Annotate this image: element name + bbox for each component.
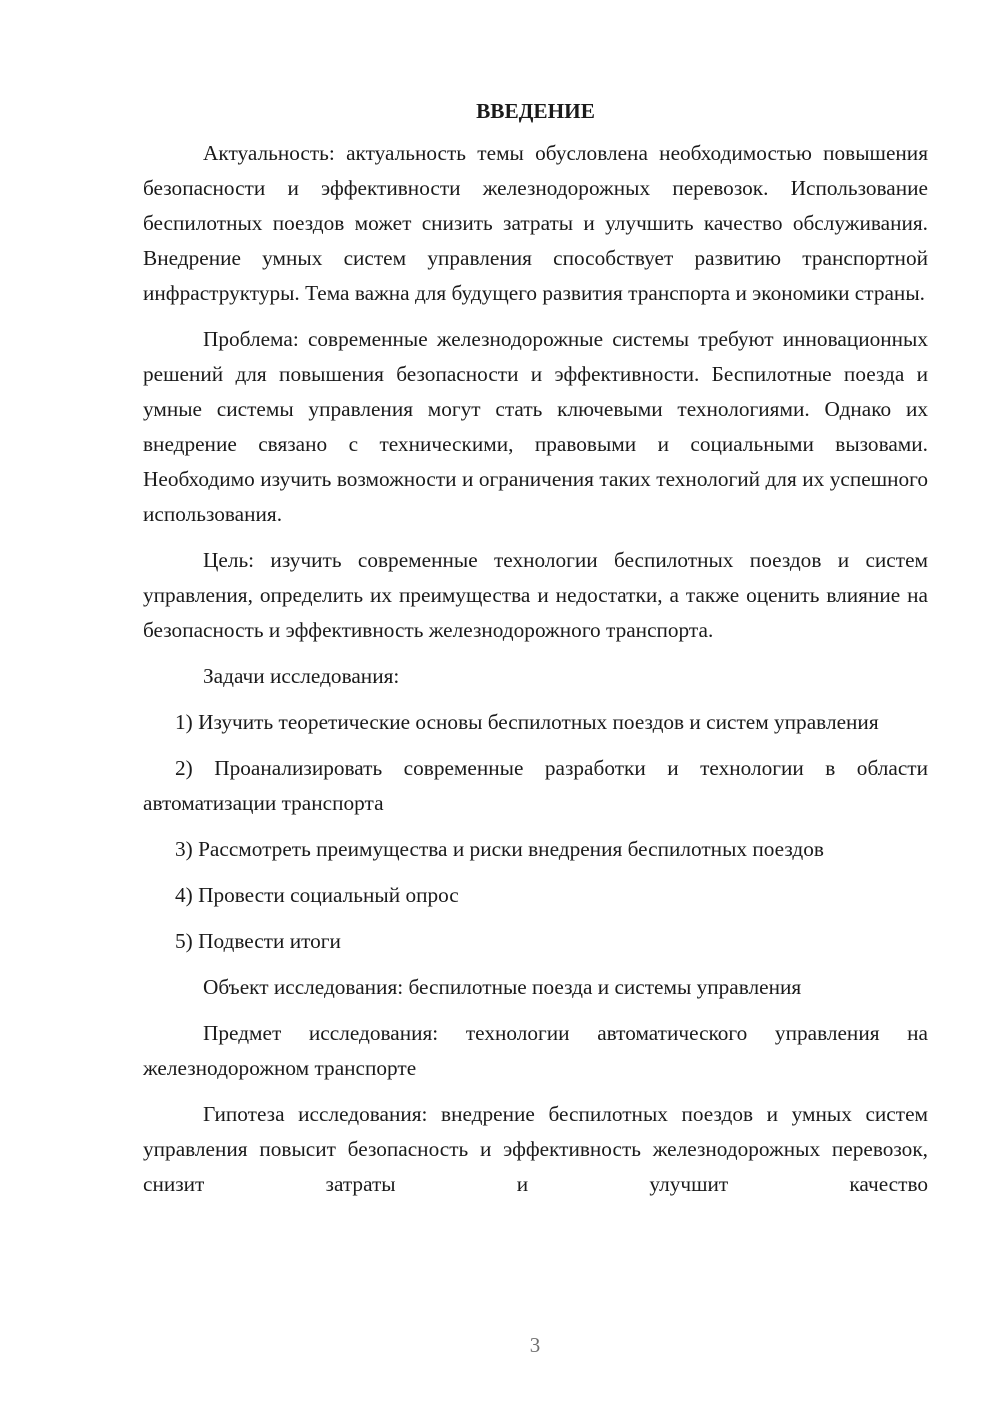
task-item-5: 5) Подвести итоги	[175, 929, 341, 953]
research-hypothesis: Гипотеза исследования: внедрение беспилотных поездов и умных систем управления повысит безопасность и эффективность железнодорожных перевозок, снизит затраты и улучшит качество	[143, 1102, 928, 1196]
page-title: ВВЕДЕНИЕ	[476, 99, 595, 123]
relevance-paragraph: Актуальность: актуальность темы обусловлена необходимостью повышения безопасности и эффективности железнодорожных перевозок. Использование беспилотных поездов может снизить затраты и улучшить качество обслуживания. Внедрение умных систем управления способствует развитию транспортной инфраструктуры. Тема важна для будущего развития транспорта и экономики страны.	[143, 141, 928, 305]
research-subject: Предмет исследования: технологии автоматического управления на железнодорожном транспорте	[143, 1021, 928, 1080]
task-item-4: 4) Провести социальный опрос	[175, 883, 459, 907]
task-item-1: 1) Изучить теоретические основы беспилотных поездов и систем управления	[175, 710, 879, 734]
page-number: 3	[529, 1333, 541, 1357]
problem-paragraph: Проблема: современные железнодорожные системы требуют инновационных решений для повышения безопасности и эффективности. Беспилотные поезда и умные системы управления могут стать ключевыми технологиями. Однако их внедрение связано с техническими, правовыми и социальными вызовами. Необходимо изучить возможности и ограничения таких технологий для их успешного использования.	[143, 327, 928, 526]
research-object: Объект исследования: беспилотные поезда и системы управления	[203, 975, 802, 999]
document-page	[143, 96, 928, 1213]
goal-paragraph: Цель: изучить современные технологии беспилотных поездов и систем управления, определить их преимущества и недостатки, а также оценить влияние на безопасность и эффективность железнодорожного транспорта.	[143, 548, 928, 642]
task-item-2: 2) Проанализировать современные разработки и технологии в области автоматизации транспорта	[143, 756, 928, 815]
tasks-heading: Задачи исследования:	[203, 664, 400, 688]
task-item-3: 3) Рассмотреть преимущества и риски внедрения беспилотных поездов	[175, 837, 824, 861]
